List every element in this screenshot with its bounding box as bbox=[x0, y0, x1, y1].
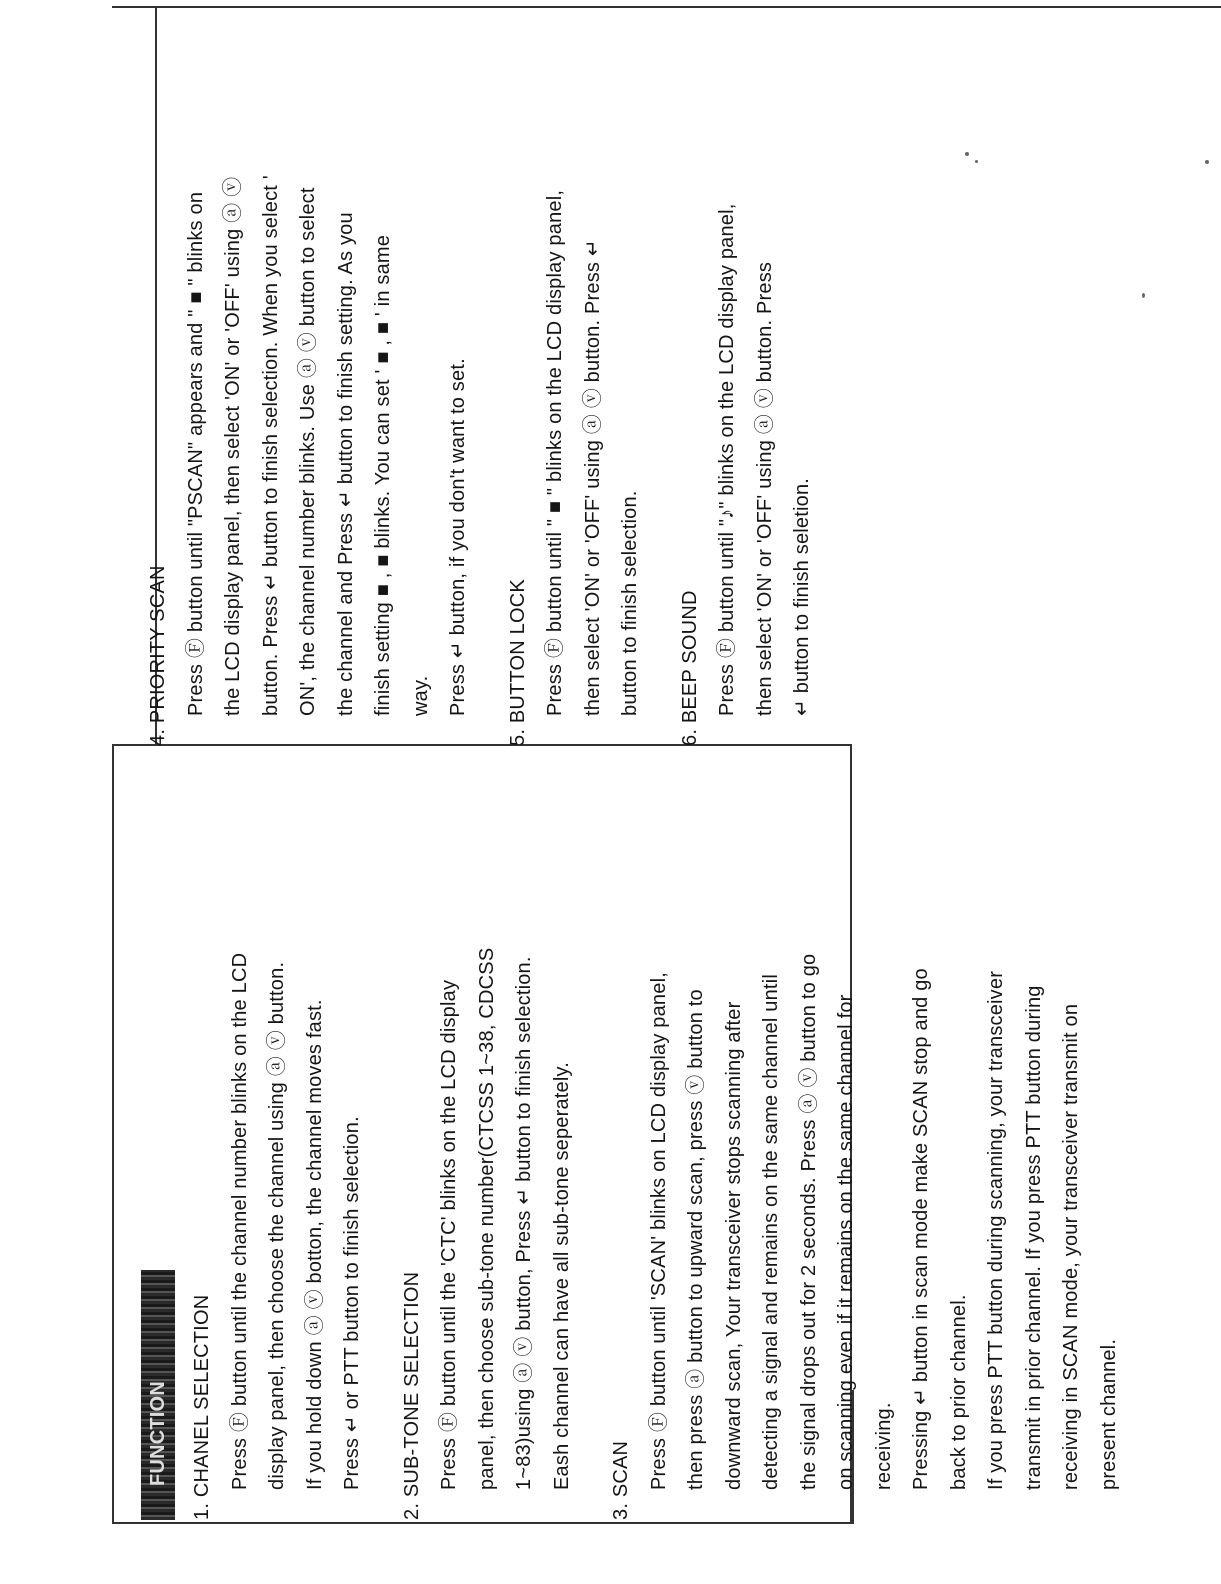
text-line: on scanning even if it remains on the same channel for bbox=[835, 994, 857, 1490]
text-line: ON', the channel number blinks. Use ⓐ ⓥ button to select bbox=[297, 187, 319, 716]
text-line: Pressing ↵ button in scan mode make SCAN stop and go bbox=[910, 968, 932, 1490]
text-line: panel, then choose sub-tone number(CTCSS 1~38, CDCSS bbox=[475, 947, 498, 1490]
section-heading: 3. SCAN bbox=[610, 1440, 632, 1520]
right-column-text bbox=[140, 46, 830, 746]
text-line: then select 'ON' or 'OFF' using ⓐ ⓥ button. Press ↵ bbox=[581, 239, 604, 716]
text-line: back to prior channel. bbox=[947, 1294, 970, 1490]
text-line: If you press PTT button during scanning, your transceiver bbox=[985, 970, 1007, 1490]
text-line: Press ↵ button, if you don't want to set. bbox=[447, 358, 469, 716]
text-line: detecting a signal and remains on the same channel until bbox=[760, 974, 782, 1490]
left-panel-left-border bbox=[112, 746, 114, 1524]
spacer bbox=[650, 46, 672, 746]
section-heading: 4. PRIORITY SCAN bbox=[147, 565, 169, 746]
section-heading: 1. CHANEL SELECTION bbox=[191, 1294, 213, 1520]
text-line: Press Ⓕ button until " ■ " blinks on the LCD display panel, bbox=[544, 189, 566, 716]
section-heading: 6. BEEP SOUND bbox=[678, 590, 701, 746]
text-line: Eash channel can have all sub-tone seperately. bbox=[550, 1062, 573, 1490]
left-column-text bbox=[140, 820, 1120, 1520]
left-panel-bottom-border bbox=[112, 1522, 852, 1524]
text-line: the signal drops out for 2 seconds. Press ⓐ ⓥ button to go bbox=[797, 953, 820, 1490]
text-line: then press ⓐ button to upward scan, press ⓥ button to bbox=[685, 989, 707, 1490]
top-border-line bbox=[112, 6, 1221, 8]
text-line: Press Ⓕ button until "♪" blinks on the LCD display panel, bbox=[716, 203, 738, 716]
text-line: Press Ⓕ button until the 'CTC' blinks on the LCD display bbox=[438, 979, 460, 1490]
speck bbox=[965, 152, 969, 156]
text-line: button. Press ↵ button to finish selection. When you select ' bbox=[259, 175, 282, 716]
text-line: transmit in prior channel. If you press PTT button during bbox=[1022, 985, 1045, 1490]
text-line: the LCD display panel, then select 'ON' or 'OFF' using ⓐ ⓥ bbox=[222, 176, 244, 716]
text-line: If you hold down ⓐ ⓥ botton, the channel moves fast. bbox=[303, 999, 326, 1490]
text-line: way. bbox=[409, 675, 432, 716]
spacer bbox=[581, 820, 603, 1520]
section-heading: 2. SUB-TONE SELECTION bbox=[400, 1271, 423, 1520]
text-line: then select 'ON' or 'OFF' using ⓐ ⓥ button. Press bbox=[753, 261, 776, 716]
text-line: finish setting ■ , ■ blinks. You can set ' ■ , ■ ' in same bbox=[372, 234, 394, 716]
text-line: Press Ⓕ button until 'SCAN' blinks on LCD display panel, bbox=[647, 972, 670, 1490]
text-line: downward scan, Your transceiver stops scanning after bbox=[722, 1001, 745, 1490]
spacer bbox=[372, 820, 394, 1520]
text-line: Press Ⓕ button until the channel number blinks on the LCD bbox=[228, 952, 251, 1490]
text-line: Press Ⓕ button until "PSCAN" appears and " ■ " blinks on bbox=[184, 191, 207, 716]
speck bbox=[1142, 293, 1145, 298]
function-banner: FUNCTION bbox=[141, 1270, 175, 1520]
text-line: present channel. bbox=[1097, 1338, 1120, 1490]
speck bbox=[975, 160, 978, 163]
text-line: button to finish selection. bbox=[619, 490, 641, 716]
spacer bbox=[478, 46, 500, 746]
banner-row bbox=[140, 820, 184, 1520]
text-line: receiving. bbox=[872, 1402, 895, 1490]
text-line: receiving in SCAN mode, your transceiver transmit on bbox=[1060, 1003, 1082, 1490]
text-line: ↵ button to finish seletion. bbox=[791, 477, 813, 716]
text-line: Press ↵ or PTT button to finish selection. bbox=[341, 1116, 363, 1490]
section-heading: 5. BUTTON LOCK bbox=[506, 579, 529, 746]
speck bbox=[1205, 160, 1209, 164]
text-line: the channel and Press ↵ button to finish setting. As you bbox=[334, 212, 357, 716]
text-line: display panel, then choose the channel using ⓐ ⓥ button. bbox=[266, 961, 288, 1490]
text-line: 1~83)using ⓐ ⓥ button, Press ↵ button to finish selection. bbox=[513, 956, 535, 1490]
